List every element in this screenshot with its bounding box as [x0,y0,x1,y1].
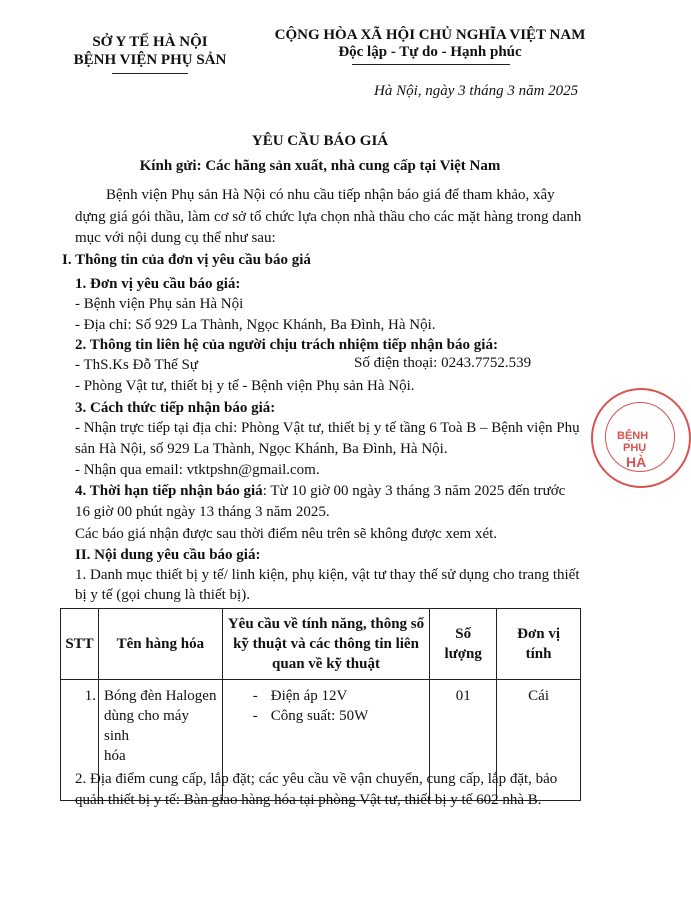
row-stt: 1. [61,680,99,801]
contact-department: - Phòng Vật tư, thiết bị y tế - Bệnh viện Phụ sản Hà Nội. [75,378,415,394]
ministry-name: SỞ Y TẾ HÀ NỘI [92,34,208,50]
list-item-2-line-2: quản thiết bị y tế: Bàn giao hàng hóa tại phòng Vật tư, thiết bị y tế 602 nhà B. [75,792,542,808]
header-spec-line-1: Yêu cầu về tính năng, thông số [227,616,425,632]
requester-name: - Bệnh viện Phụ sản Hà Nội [75,296,244,312]
hospital-name: BỆNH VIỆN PHỤ SẢN [73,52,227,68]
stamp-text-1: BỆNH [617,430,649,442]
intro-line-2: dựng giá gói thầu, làm cơ sở tổ chức lựa chọn nhà thầu cho các mặt hàng trong danh [75,209,582,225]
header-spec-line-2: kỹ thuật và các thông tin liên [233,636,419,652]
receive-direct-line-2: sản Hà Nội, số 929 La Thành, Ngọc Khánh, Ba Đình, Hà Nội. [75,441,448,457]
intro-line-1: Bệnh viện Phụ sản Hà Nội có nhu cầu tiếp nhận báo giá để tham khảo, xây [106,187,555,203]
row-item-name-line-3: hóa [103,748,126,764]
subsection-2-heading: 2. Thông tin liên hệ của người chịu trách nhiệm tiếp nhận báo giá: [75,337,498,353]
contact-phone: Số điện thoại: 0243.7752.539 [354,355,532,371]
row-item-name-line-2: dùng cho máy sinh [103,708,189,744]
national-motto: Độc lập - Tự do - Hạnh phúc [338,44,522,60]
list-item-1-line-2: bị y tế (gọi chung là thiết bị). [75,587,250,603]
intro-line-3: mục với nội dung cụ thể như sau: [75,230,276,246]
deadline-line-2: 16 giờ 00 phút ngày 13 tháng 3 năm 2025. [75,504,330,520]
stamp-text-2: PHỤ [623,442,647,454]
header-unit [497,609,581,680]
header-quantity-line-1: Số [455,626,472,642]
header-item-name: Tên hàng hóa [98,609,222,680]
recipient-line: Kính gửi: Các hãng sản xuất, nhà cung cấp tại Việt Nam [139,158,501,174]
date-line: Hà Nội, ngày 3 tháng 3 năm 2025 [374,83,579,99]
header-quantity-line-2: lượng [444,646,482,662]
contact-person: - ThS.Ks Đỗ Thế Sự [75,357,199,373]
header-spec-line-3: quan về kỹ thuật [272,656,380,672]
header-unit-line-2: tính [525,646,552,662]
row-quantity: 01 [430,680,497,801]
list-item-2-line-1: 2. Địa điểm cung cấp, lắp đặt; các yêu cầu về vận chuyển, cung cấp, lắp đặt, bảo [75,771,558,787]
document-title: YÊU CẦU BÁO GIÁ [251,133,389,149]
header-left-underline [112,73,188,74]
section-2-heading: II. Nội dung yêu cầu báo giá: [75,547,261,563]
deadline-text: : Từ 10 giờ 00 ngày 3 tháng 3 năm 2025 đến trước [262,483,566,499]
requester-address: - Địa chỉ: Số 929 La Thành, Ngọc Khánh, Ba Đình, Hà Nội. [75,317,436,333]
header-stt: STT [61,609,99,680]
row-spec-voltage: - Điện áp 12V [271,686,425,706]
row-item-name-line-1: Bóng đèn Halogen [103,688,217,704]
row-unit: Cái [497,680,581,801]
header-spec [222,609,430,680]
header-quantity [430,609,497,680]
receive-email: - Nhận qua email: vtktpshn@gmail.com. [75,462,320,478]
table-header-row [61,609,581,680]
section-1-heading: I. Thông tin của đơn vị yêu cầu báo giá [62,252,311,268]
deadline-note: Các báo giá nhận được sau thời điểm nêu trên sẽ không được xem xét. [75,526,498,542]
subsection-4-heading: 4. Thời hạn tiếp nhận báo giá [75,483,263,499]
list-item-1-line-1: 1. Danh mục thiết bị y tế/ linh kiện, phụ kiện, vật tư thay thế sử dụng cho trang thiết [75,567,580,583]
national-title: CỘNG HÒA XÃ HỘI CHỦ NGHĨA VIỆT NAM [274,27,586,43]
subsection-1-heading: 1. Đơn vị yêu cầu báo giá: [75,276,241,292]
header-unit-line-1: Đơn vị [517,626,561,642]
receive-direct-line-1: - Nhận trực tiếp tại địa chỉ: Phòng Vật tư, thiết bị y tế tầng 6 Toà B – Bệnh viện Phụ [75,420,580,436]
stamp-text-3: HÀ [626,454,647,470]
subsection-3-heading: 3. Cách thức tiếp nhận báo giá: [75,400,276,416]
deadline-line-1 [75,483,565,500]
hospital-seal-stamp [591,388,691,488]
row-spec-power: - Công suất: 50W [271,706,425,726]
header-right-underline [352,64,510,65]
row-spec-list [249,686,425,726]
